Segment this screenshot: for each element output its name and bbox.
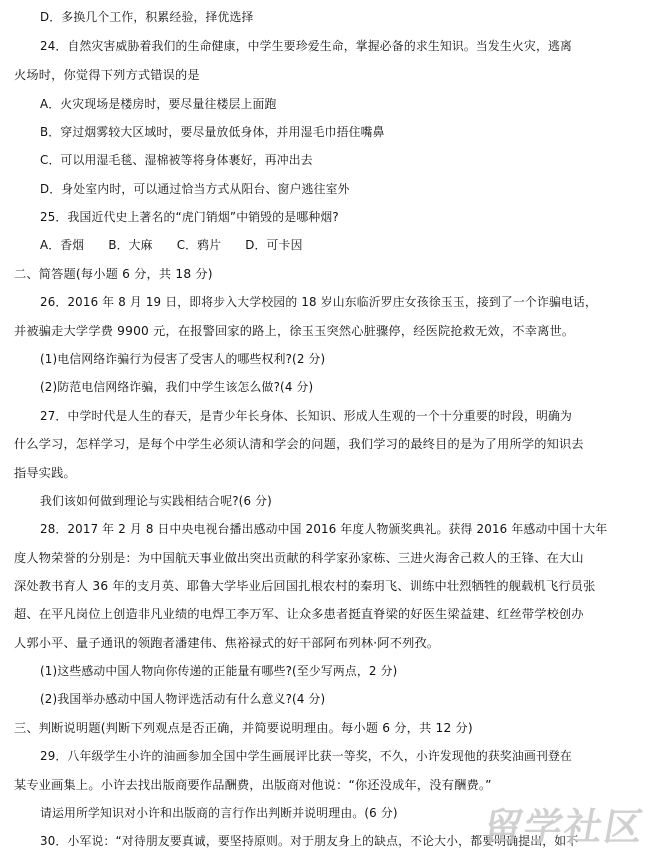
q24-option-b: B．穿过烟雾较大区域时，要尽量放低身体，并用湿毛巾捂住嘴鼻 xyxy=(40,125,385,139)
q28-stem-line-5: 人郭小平、量子通讯的领跑者潘建伟、焦裕禄式的好干部阿布列林·阿不列孜。 xyxy=(14,636,440,650)
q28-stem-line-2: 度人物荣誉的分别是：为中国航天事业做出突出贡献的科学家孙家栋、三进火海舍己救人的王锋、在大山 xyxy=(14,551,584,565)
q27-stem-line-2: 什么学习，怎样学习，是每个中学生必须认清和学会的问题，我们学习的最终目的是为了用所学的知识去 xyxy=(14,437,584,451)
q24-stem-line-1: 24．自然灾害威胁着我们的生命健康，中学生要珍爱生命，掌握必备的求生知识。当发生火灾，逃离 xyxy=(40,39,573,53)
q27-stem-line-1: 27．中学时代是人生的春天，是青少年长身体、长知识、形成人生观的一个十分重要的时段，明确为 xyxy=(40,409,573,423)
q28-stem-line-3: 深处教书育人 36 年的支月英、耶鲁大学毕业后回国扎根农村的秦玥飞、训练中壮烈牺牲的舰载机飞行员张 xyxy=(14,579,596,593)
q29-stem-line-1: 29．八年级学生小许的油画参加全国中学生画展评比获一等奖，不久，小许发现他的获奖油画刊登在 xyxy=(40,749,573,763)
q25-stem: 25．我国近代史上著名的“虎门销烟”中销毁的是哪种烟? xyxy=(40,210,339,224)
q24-option-a: A．火灾现场是楼房时，要尽量往楼层上面跑 xyxy=(40,97,277,111)
q23-option-d: D．多换几个工作，积累经验，择优选择 xyxy=(40,10,254,24)
q28-sub-1: (1)这些感动中国人物向你传递的正能量有哪些?(至少写两点，2 分) xyxy=(40,664,398,678)
q29-stem-line-2: 某专业画集上。小许去找出版商要作品酬费，出版商对他说：“你还没成年，没有酬费。” xyxy=(14,778,492,792)
section-2-heading: 二、简答题(每小题 6 分，共 18 分) xyxy=(14,267,213,281)
q28-stem-line-1: 28．2017 年 2 月 8 日中央电视台播出感动中国 2016 年度人物颁奖典礼。获得 2016 年感动中国十大年 xyxy=(40,522,608,536)
q24-stem-line-2: 火场时，你觉得下列方式错误的是 xyxy=(14,68,200,82)
q26-sub-2: (2)防范电信网络诈骗，我们中学生该怎么做?(4 分) xyxy=(40,380,314,394)
q24-option-c: C．可以用湿毛毯、湿棉被等将身体裹好，再冲出去 xyxy=(40,153,313,167)
q28-stem-line-4: 超、在平凡岗位上创造非凡业绩的电焊工李万军、让众多患者挺直脊梁的好医生梁益建、红丝带学校创办 xyxy=(14,607,584,621)
q26-stem-line-1: 26．2016 年 8 月 19 日，即将步入大学校园的 18 岁山东临沂罗庄女孩徐玉玉，接到了一个诈骗电话， xyxy=(40,295,598,309)
q25-options: A．香烟 B．大麻 C．鸦片 D．可卡因 xyxy=(40,238,303,252)
q27-question: 我们该如何做到理论与实践相结合呢?(6 分) xyxy=(40,494,272,508)
q28-sub-2: (2)我国举办感动中国人物评选活动有什么意义?(4 分) xyxy=(40,692,326,706)
watermark-logo: 留学社区 xyxy=(480,805,649,849)
q26-stem-line-2: 并被骗走大学学费 9900 元，在报警回家的路上，徐玉玉突然心脏骤停，经医院抢救无效，不幸离世。 xyxy=(14,324,575,338)
q29-question: 请运用所学知识对小许和出版商的言行作出判断并说明理由。(6 分) xyxy=(40,806,398,820)
q30-stem-line-1: 30．小军说：“对待朋友要真诚，要坚持原则。对于朋友身上的缺点，不论大小，都要明确提出，如不 xyxy=(40,834,579,848)
q26-sub-1: (1)电信网络诈骗行为侵害了受害人的哪些权利?(2 分) xyxy=(40,352,326,366)
q27-stem-line-3: 指导实践。 xyxy=(14,466,76,480)
q24-option-d: D．身处室内时，可以通过恰当方式从阳台、窗户逃往室外 xyxy=(40,182,350,196)
section-3-heading: 三、判断说明题(判断下列观点是否正确，并简要说明理由。每小题 6 分，共 12 分) xyxy=(14,721,473,735)
